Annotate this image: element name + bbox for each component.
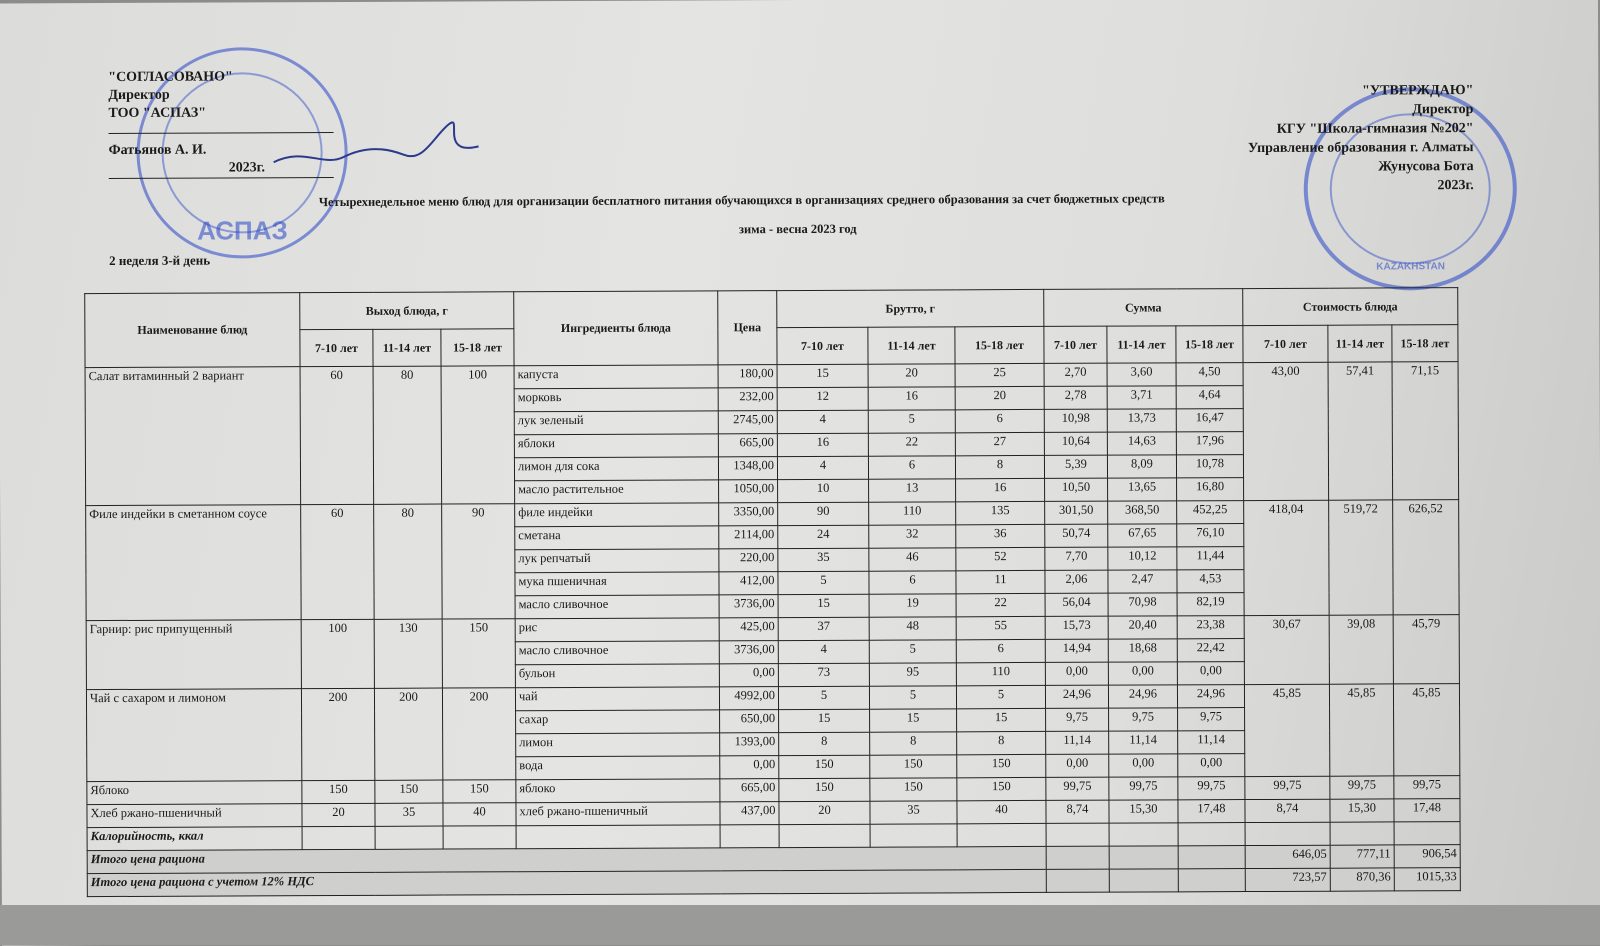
ingredient-name: мука пшеничная xyxy=(515,572,719,596)
ingredient-price: 3736,00 xyxy=(719,595,778,618)
dish-output: 40 xyxy=(443,803,516,826)
ingredient-brutto: 6 xyxy=(955,409,1044,432)
ingredient-price: 1348,00 xyxy=(718,457,777,480)
dish-cost: 45,85 xyxy=(1329,684,1393,776)
ingredient-sum: 70,98 xyxy=(1108,593,1177,616)
ingredient-price: 232,00 xyxy=(718,388,777,411)
ingredient-name: масло сливочное xyxy=(515,595,719,619)
ingredient-price: 425,00 xyxy=(719,618,778,641)
dish-cost: 43,00 xyxy=(1243,362,1329,500)
dish-output: 100 xyxy=(301,619,374,688)
empty-cell xyxy=(1178,869,1245,892)
empty-cell xyxy=(1109,869,1178,892)
table-body xyxy=(85,362,1460,897)
empty-cell xyxy=(302,826,375,849)
ingredient-name: лук репчатый xyxy=(515,549,719,573)
ingredient-brutto: 19 xyxy=(869,594,956,617)
ingredient-name: рис xyxy=(515,618,719,642)
empty-cell xyxy=(957,823,1046,846)
header-price: Цена xyxy=(718,291,777,365)
ingredient-brutto: 36 xyxy=(956,524,1045,547)
ingredient-brutto: 22 xyxy=(956,593,1045,616)
dish-output: 130 xyxy=(374,619,442,688)
dish-name: Филе индейки в сметанном соусе xyxy=(86,505,301,621)
ingredient-brutto: 52 xyxy=(956,547,1045,570)
ingredient-sum: 0,00 xyxy=(1108,662,1177,685)
dish-output: 200 xyxy=(301,688,374,780)
ingredient-sum: 11,44 xyxy=(1177,547,1244,570)
ingredient-brutto: 150 xyxy=(779,778,870,801)
dish-output: 20 xyxy=(302,803,375,826)
ingredient-sum: 4,64 xyxy=(1176,386,1243,409)
ingredient-sum: 82,19 xyxy=(1177,593,1244,616)
table-row xyxy=(86,684,1459,713)
ingredient-price: 650,00 xyxy=(720,710,779,733)
ingredient-brutto: 40 xyxy=(957,800,1046,823)
ingredient-price: 1393,00 xyxy=(720,733,779,756)
ingredient-sum: 67,65 xyxy=(1108,524,1177,547)
ingredient-sum: 0,00 xyxy=(1046,754,1109,777)
header-row xyxy=(85,288,1458,331)
header-age: 15-18 лет xyxy=(1176,326,1243,363)
ingredient-brutto: 6 xyxy=(868,456,955,479)
ingredient-brutto: 135 xyxy=(956,501,1045,524)
dish-name: Гарнир: рис припущенный xyxy=(86,620,301,690)
approval-title: "УТВЕРЖДАЮ" xyxy=(1362,83,1474,99)
dish-cost: 99,75 xyxy=(1245,776,1330,799)
ingredient-name: сахар xyxy=(516,710,720,734)
ingredient-brutto: 15 xyxy=(778,594,869,617)
dish-cost: 99,75 xyxy=(1330,776,1394,799)
document-subtitle: зима - весна 2023 год xyxy=(738,221,857,237)
ingredient-brutto: 35 xyxy=(778,548,869,571)
ingredient-brutto: 150 xyxy=(957,754,1046,777)
ingredient-sum: 452,25 xyxy=(1177,501,1244,524)
approval-position: Директор xyxy=(1412,102,1474,118)
ingredient-price: 437,00 xyxy=(720,802,779,825)
ingredient-name: сметана xyxy=(515,526,719,550)
ingredient-name: вода xyxy=(516,756,720,780)
ingredient-sum: 10,98 xyxy=(1044,409,1107,432)
total_vat-value: 870,36 xyxy=(1330,868,1394,891)
total-label: Итого цена рациона xyxy=(87,846,1046,873)
empty-cell xyxy=(1178,846,1245,869)
ingredient-name: масло растительное xyxy=(515,480,719,504)
ingredient-brutto: 110 xyxy=(956,662,1045,685)
ingredient-brutto: 5 xyxy=(868,410,955,433)
approval-left xyxy=(108,68,333,179)
header-output: Выход блюда, г xyxy=(300,292,514,330)
ingredient-sum: 16,80 xyxy=(1177,478,1244,501)
ingredient-brutto: 4 xyxy=(777,410,868,433)
ingredient-brutto: 32 xyxy=(869,525,956,548)
approval-right xyxy=(1248,81,1474,196)
dish-output: 35 xyxy=(375,803,443,826)
dish-cost: 17,48 xyxy=(1394,799,1460,822)
ingredient-sum: 3,60 xyxy=(1107,363,1176,386)
ingredient-name: яблоко xyxy=(516,779,720,803)
header-age: 15-18 лет xyxy=(955,326,1044,363)
header-age: 7-10 лет xyxy=(777,327,868,364)
ingredient-sum: 99,75 xyxy=(1109,777,1178,800)
ingredient-sum: 56,04 xyxy=(1045,593,1108,616)
ingredient-brutto: 6 xyxy=(869,571,956,594)
ingredient-sum: 11,14 xyxy=(1178,731,1245,754)
ingredient-sum: 2,47 xyxy=(1108,570,1177,593)
ingredient-sum: 13,73 xyxy=(1107,409,1176,432)
dish-name: Хлеб ржано-пшеничный xyxy=(87,804,302,828)
ingredient-brutto: 4 xyxy=(777,456,868,479)
ingredient-sum: 0,00 xyxy=(1109,754,1178,777)
dish-name: Яблоко xyxy=(87,781,302,805)
header-ingredients: Ингредиенты блюда xyxy=(514,291,718,366)
ingredient-price: 220,00 xyxy=(719,549,778,572)
dish-output: 60 xyxy=(301,504,375,619)
ingredient-price: 0,00 xyxy=(719,664,778,687)
approval-title: "СОГЛАСОВАНО" xyxy=(108,69,233,86)
empty-cell xyxy=(1109,846,1178,869)
ingredient-brutto: 20 xyxy=(779,801,870,824)
ingredient-brutto: 8 xyxy=(955,455,1044,478)
menu-day: 2 неделя 3-й день xyxy=(109,252,211,269)
dish-output: 60 xyxy=(300,366,374,504)
approval-position: Директор xyxy=(108,87,170,104)
dish-name: Чай с сахаром и лимоном xyxy=(86,689,301,782)
ingredient-brutto: 5 xyxy=(869,686,956,709)
ingredient-brutto: 5 xyxy=(956,685,1045,708)
ingredient-sum: 2,78 xyxy=(1044,386,1107,409)
ingredient-brutto: 150 xyxy=(870,778,957,801)
ingredient-sum: 3,71 xyxy=(1107,386,1176,409)
empty-cell xyxy=(870,824,957,847)
ingredient-sum: 99,75 xyxy=(1046,777,1109,800)
empty-cell xyxy=(1046,846,1109,869)
stamp-text: АСПАЗ xyxy=(197,215,288,246)
ingredient-brutto: 24 xyxy=(778,525,869,548)
ingredient-brutto: 16 xyxy=(868,387,955,410)
empty-cell xyxy=(1245,822,1330,845)
ingredient-sum: 15,73 xyxy=(1045,616,1108,639)
ingredient-name: капуста xyxy=(514,365,718,389)
ingredient-brutto: 13 xyxy=(869,479,956,502)
ingredient-brutto: 90 xyxy=(778,502,869,525)
ingredient-sum: 23,38 xyxy=(1177,616,1244,639)
header-age: 15-18 лет xyxy=(1392,325,1458,362)
ingredient-sum: 11,14 xyxy=(1046,731,1109,754)
ingredient-price: 2114,00 xyxy=(719,526,778,549)
ingredient-name: морковь xyxy=(514,388,718,412)
ingredient-name: филе индейки xyxy=(515,503,719,527)
ingredient-brutto: 11 xyxy=(956,570,1045,593)
stamp-text: KAZAKHSTAN xyxy=(1376,261,1445,273)
ingredient-sum: 99,75 xyxy=(1178,777,1245,800)
approval-dept: Управление образования г. Алматы xyxy=(1247,140,1474,157)
ingredient-brutto: 16 xyxy=(777,433,868,456)
ingredient-sum: 17,96 xyxy=(1176,432,1243,455)
total-value: 777,11 xyxy=(1330,845,1394,868)
dish-cost: 519,72 xyxy=(1329,500,1394,615)
dish-cost: 45,79 xyxy=(1393,615,1459,684)
dish-output: 90 xyxy=(442,504,516,619)
ingredient-sum: 2,06 xyxy=(1045,570,1108,593)
table-head xyxy=(85,288,1458,368)
ingredient-brutto: 5 xyxy=(869,640,956,663)
ingredient-sum: 9,75 xyxy=(1178,708,1245,731)
ingredient-sum: 24,96 xyxy=(1045,685,1108,708)
ingredient-brutto: 5 xyxy=(778,571,869,594)
ingredient-sum: 0,00 xyxy=(1045,662,1108,685)
background-surface xyxy=(0,905,1600,945)
approval-name: Жунусова Бота xyxy=(1378,159,1474,175)
approval-name: Фатьянов А. И. xyxy=(108,142,207,159)
ingredient-sum: 10,12 xyxy=(1108,547,1177,570)
ingredient-name: лук зеленый xyxy=(514,411,718,435)
ingredient-name: масло сливочное xyxy=(515,641,719,665)
header-dish: Наименование блюд xyxy=(85,293,300,368)
ingredient-brutto: 35 xyxy=(870,801,957,824)
ingredient-price: 4992,00 xyxy=(719,687,778,710)
header-age: 11-14 лет xyxy=(1328,325,1392,362)
empty-cell xyxy=(1046,823,1109,846)
empty-cell xyxy=(779,824,870,847)
dish-output: 150 xyxy=(375,780,443,803)
ingredient-sum: 16,47 xyxy=(1176,409,1243,432)
ingredient-price: 665,00 xyxy=(720,779,779,802)
header-age: 11-14 лет xyxy=(1107,326,1176,363)
ingredient-brutto: 73 xyxy=(778,663,869,686)
ingredient-brutto: 20 xyxy=(955,386,1044,409)
dish-output: 150 xyxy=(302,780,375,803)
ingredient-price: 412,00 xyxy=(719,572,778,595)
dish-output: 200 xyxy=(442,688,515,780)
ingredient-sum: 22,42 xyxy=(1177,639,1244,662)
ingredient-sum: 7,70 xyxy=(1045,547,1108,570)
ingredient-name: яблоки xyxy=(514,434,718,458)
ingredient-brutto: 8 xyxy=(957,731,1046,754)
ingredient-sum: 8,74 xyxy=(1046,800,1109,823)
ingredient-name: хлеб ржано-пшеничный xyxy=(516,802,720,826)
dish-cost: 39,08 xyxy=(1329,615,1393,684)
dish-cost: 45,85 xyxy=(1244,684,1329,776)
ingredient-brutto: 150 xyxy=(870,755,957,778)
header-cost: Стоимость блюда xyxy=(1243,288,1458,326)
header-age: 7-10 лет xyxy=(1044,326,1107,363)
ingredient-brutto: 110 xyxy=(869,502,956,525)
ingredient-brutto: 16 xyxy=(956,478,1045,501)
ingredient-sum: 2,70 xyxy=(1044,363,1107,386)
dish-cost: 99,75 xyxy=(1394,776,1460,799)
ingredient-brutto: 95 xyxy=(869,663,956,686)
ingredient-sum: 76,10 xyxy=(1177,524,1244,547)
ingredient-brutto: 10 xyxy=(778,479,869,502)
approval-org: ТОО "АСПАЗ" xyxy=(108,105,207,122)
header-brutto: Брутто, г xyxy=(777,289,1044,327)
ingredient-sum: 0,00 xyxy=(1178,754,1245,777)
ingredient-brutto: 15 xyxy=(957,708,1046,731)
total_vat-value: 723,57 xyxy=(1245,868,1330,891)
empty-cell xyxy=(516,825,720,849)
ingredient-price: 0,00 xyxy=(720,756,779,779)
empty-cell xyxy=(1394,822,1460,845)
approval-year: 2023г. xyxy=(1437,178,1474,194)
ingredient-sum: 8,09 xyxy=(1107,455,1176,478)
total_vat-label: Итого цена рациона с учетом 12% НДС xyxy=(87,869,1046,896)
header-age: 7-10 лет xyxy=(300,329,373,366)
empty-cell xyxy=(1178,823,1245,846)
ingredient-sum: 368,50 xyxy=(1108,501,1177,524)
ingredient-sum: 4,50 xyxy=(1176,363,1243,386)
ingredient-sum: 50,74 xyxy=(1045,524,1108,547)
header-age: 11-14 лет xyxy=(868,327,955,364)
ingredient-brutto: 25 xyxy=(955,363,1044,386)
ingredient-brutto: 5 xyxy=(778,686,869,709)
ingredient-price: 180,00 xyxy=(718,365,777,388)
empty-cell xyxy=(375,826,443,849)
ingredient-price: 3350,00 xyxy=(719,503,778,526)
dish-output: 200 xyxy=(374,688,442,780)
ingredient-sum: 13,65 xyxy=(1108,478,1177,501)
ingredient-sum: 24,96 xyxy=(1108,685,1177,708)
ingredient-sum: 9,75 xyxy=(1109,708,1178,731)
ingredient-name: лимон для сока xyxy=(514,457,718,481)
ingredient-brutto: 15 xyxy=(777,364,868,387)
ingredient-brutto: 8 xyxy=(870,732,957,755)
calories-label: Калорийность, ккал xyxy=(87,827,302,851)
signature-line xyxy=(108,122,333,134)
dish-cost: 45,85 xyxy=(1393,684,1459,776)
dish-cost: 8,74 xyxy=(1245,799,1330,822)
table-row xyxy=(85,362,1458,391)
total_vat-row xyxy=(87,868,1460,897)
empty-cell xyxy=(720,825,779,848)
ingredient-sum: 301,50 xyxy=(1045,501,1108,524)
ingredient-sum: 14,63 xyxy=(1107,432,1176,455)
ingredient-sum: 4,53 xyxy=(1177,570,1244,593)
empty-cell xyxy=(1330,822,1394,845)
dish-output: 80 xyxy=(374,504,443,619)
ingredient-sum: 10,78 xyxy=(1176,455,1243,478)
header-age: 15-18 лет xyxy=(441,329,514,366)
ingredient-brutto: 27 xyxy=(955,432,1044,455)
ingredient-sum: 14,94 xyxy=(1045,639,1108,662)
dish-output: 100 xyxy=(441,366,515,504)
ingredient-name: чай xyxy=(515,687,719,711)
empty-cell xyxy=(1109,823,1178,846)
ingredient-price: 665,00 xyxy=(718,434,777,457)
ingredient-brutto: 15 xyxy=(779,709,870,732)
empty-cell xyxy=(1046,869,1109,892)
ingredient-price: 1050,00 xyxy=(719,480,778,503)
ingredient-brutto: 150 xyxy=(779,755,870,778)
ingredient-brutto: 8 xyxy=(779,732,870,755)
table-row xyxy=(86,500,1459,529)
ingredient-sum: 10,50 xyxy=(1045,478,1108,501)
ingredient-sum: 5,39 xyxy=(1044,455,1107,478)
dish-output: 150 xyxy=(442,619,515,688)
dish-cost: 418,04 xyxy=(1244,500,1330,615)
approval-org: КГУ "Школа-гимназия №202" xyxy=(1276,121,1474,137)
total_vat-value: 1015,33 xyxy=(1394,868,1460,891)
ingredient-sum: 20,40 xyxy=(1108,616,1177,639)
header-age: 11-14 лет xyxy=(373,329,441,366)
ingredient-brutto: 37 xyxy=(778,617,869,640)
ingredient-brutto: 6 xyxy=(956,639,1045,662)
dish-output: 80 xyxy=(373,366,442,504)
ingredient-brutto: 46 xyxy=(869,548,956,571)
ingredient-name: бульон xyxy=(515,664,719,688)
dish-output: 150 xyxy=(443,780,516,803)
header-sum: Сумма xyxy=(1044,289,1243,327)
ingredient-brutto: 55 xyxy=(956,616,1045,639)
ingredient-sum: 11,14 xyxy=(1109,731,1178,754)
ingredient-brutto: 22 xyxy=(868,433,955,456)
ingredient-name: лимон xyxy=(516,733,720,757)
ingredient-sum: 10,64 xyxy=(1044,432,1107,455)
ingredient-sum: 9,75 xyxy=(1046,708,1109,731)
dish-cost: 15,30 xyxy=(1330,799,1394,822)
empty-cell xyxy=(443,826,516,849)
ingredient-sum: 0,00 xyxy=(1177,662,1244,685)
approval-year: 2023г. xyxy=(109,159,334,179)
table-row xyxy=(86,615,1459,644)
dish-name: Салат витаминный 2 вариант xyxy=(85,367,301,506)
ingredient-sum: 17,48 xyxy=(1178,800,1245,823)
ingredient-sum: 24,96 xyxy=(1177,685,1244,708)
menu-table xyxy=(84,287,1461,897)
ingredient-sum: 15,30 xyxy=(1109,800,1178,823)
dish-cost: 30,67 xyxy=(1244,615,1329,684)
dish-cost: 626,52 xyxy=(1393,500,1460,615)
dish-cost: 71,15 xyxy=(1392,362,1459,500)
ingredient-brutto: 15 xyxy=(870,709,957,732)
ingredient-sum: 18,68 xyxy=(1108,639,1177,662)
ingredient-brutto: 150 xyxy=(957,777,1046,800)
total-value: 906,54 xyxy=(1394,845,1460,868)
document-title: Четырехнедельное меню блюд для организации бесплатного питания обучающихся в организациях среднего образования за счет бюджетных средств xyxy=(318,191,1165,210)
ingredient-brutto: 4 xyxy=(778,640,869,663)
dish-cost: 57,41 xyxy=(1328,362,1393,500)
ingredient-brutto: 48 xyxy=(869,617,956,640)
ingredient-price: 3736,00 xyxy=(719,641,778,664)
ingredient-brutto: 12 xyxy=(777,387,868,410)
header-age: 7-10 лет xyxy=(1243,325,1328,362)
ingredient-price: 2745,00 xyxy=(718,411,777,434)
ingredient-brutto: 20 xyxy=(868,364,955,387)
total-value: 646,05 xyxy=(1245,845,1330,868)
